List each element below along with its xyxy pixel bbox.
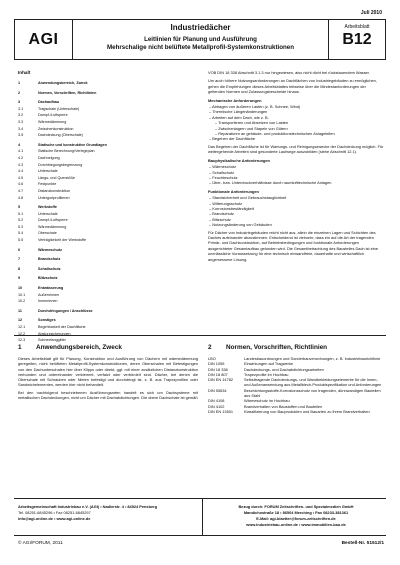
toc-number: 6 bbox=[18, 247, 21, 252]
toc-row bbox=[18, 230, 198, 237]
norm-description: Beschichtungsstoffe-Korrosionsschutz von tragenden, dünnwandigen Bauteilen aus Stahl bbox=[244, 387, 381, 399]
toc-row bbox=[18, 188, 198, 195]
toc-row bbox=[18, 181, 198, 188]
toc-row bbox=[18, 195, 198, 202]
publisher-phone: Tel. 08251-6845296 • Fax 08251-6845297 bbox=[18, 510, 91, 515]
distributor-web-link[interactable]: www.industriebau-online.de • www.immobilien-bau.de bbox=[246, 522, 346, 527]
norm-id: DIN 18 807 bbox=[208, 371, 228, 377]
list-item: – Transportieren und Absetzen von Lasten bbox=[215, 120, 289, 126]
toc-number: 3.3 bbox=[18, 119, 24, 124]
section-2 bbox=[208, 344, 384, 414]
toc-number: 4.3 bbox=[18, 162, 24, 167]
subheading: Mechanische Anforderungen bbox=[208, 97, 262, 103]
toc-label: Verträglichkeit der Werkstoffe bbox=[38, 238, 87, 243]
paragraph: Bei den nachfolgend beschriebenen Ausführungsarten handelt es sich um Dachsysteme mit metallischen Dachdeckungen, nicht um Dächer mit Dachabdichtungen. Die obere Dachschale ist gemäß bbox=[18, 389, 198, 401]
toc-row bbox=[18, 132, 198, 139]
toc-row bbox=[18, 148, 198, 155]
toc-row bbox=[18, 224, 198, 231]
distributor-name: Bezug durch: FORUM Zeitschriften- und Spezialmedien GmbH bbox=[238, 504, 354, 509]
toc-label: Dampf-/Luftsperre bbox=[38, 218, 68, 223]
toc-label: Begehbarkeit der Dachfläche bbox=[38, 325, 86, 329]
toc-number: 10 bbox=[18, 286, 23, 291]
toc-number: 3 bbox=[18, 100, 21, 105]
sheet-label: Arbeitsblatt bbox=[344, 24, 370, 30]
toc-number: 9 bbox=[18, 276, 21, 281]
toc-label: Durchbiegungsbegrenzung bbox=[38, 162, 83, 167]
section-number: 2 bbox=[208, 344, 212, 351]
list-item: – Begehen der Dachfläche bbox=[209, 136, 256, 142]
upper-section bbox=[14, 62, 386, 343]
list-item: – Witterungsschutz bbox=[209, 200, 243, 206]
toc-number: 4.8 bbox=[18, 195, 24, 200]
toc-row bbox=[18, 292, 198, 299]
distributor-email-link[interactable]: E-Mail: agi-blaetter@forum-zeitschriften.de bbox=[256, 516, 336, 521]
document-title: Industriedächer bbox=[170, 23, 231, 32]
section-1-body bbox=[18, 356, 198, 400]
toc-label: Wärmeschutz bbox=[38, 247, 62, 252]
toc-label: Wärmedämmung bbox=[38, 119, 67, 124]
toc-label: Normen, Vorschriften, Richtlinien bbox=[38, 90, 97, 95]
toc-row bbox=[18, 275, 198, 282]
toc-label: Festpunkte bbox=[38, 182, 57, 187]
toc-number: 3.4 bbox=[18, 126, 24, 131]
table-of-contents bbox=[18, 70, 198, 344]
list-item: – Korrosionsbeständigkeit bbox=[209, 205, 254, 211]
list-item: – Abtragen von äußeren Lasten (z. B. Schnee, Wind) bbox=[209, 104, 301, 110]
paragraph: Das Begehen der Dachfläche ist für Wartungs- und Reinigungszwecke der Dachdeckung möglich. Für weitergehende Arbeiten sind gesonderte Laufwege auszubilden (siehe Abschnitt 12.1). bbox=[208, 143, 384, 155]
toc-label: Innenrinnen bbox=[38, 299, 58, 304]
toc-row bbox=[18, 142, 198, 149]
toc-number: 4.7 bbox=[18, 188, 24, 193]
toc-label: Zwischenkonstruktion bbox=[38, 126, 74, 131]
toc-number: 3.1 bbox=[18, 106, 24, 111]
toc-row bbox=[18, 266, 198, 273]
norm-row bbox=[208, 377, 384, 388]
toc-row bbox=[18, 106, 198, 113]
list-item: – Nutzungsänderung von Gebäuden bbox=[209, 222, 272, 228]
norm-row bbox=[208, 388, 384, 399]
toc-number: 5 bbox=[18, 205, 21, 210]
subheading: Bauphysikalische Anforderungen bbox=[208, 157, 270, 163]
toc-label: Statische und konstruktive Grundlagen bbox=[38, 142, 107, 147]
toc-number: 3.5 bbox=[18, 133, 24, 138]
norm-id: DIN 4102 bbox=[208, 403, 225, 409]
toc-number: 1 bbox=[18, 81, 21, 85]
toc-label: Werkstoffe bbox=[38, 205, 57, 210]
order-number: Bestell-Nr. 51512/1 bbox=[341, 541, 384, 546]
list-item: – Wärmeschutz bbox=[209, 164, 237, 170]
list-item: – Feuchteschutz bbox=[209, 174, 238, 180]
toc-number: 12.2 bbox=[18, 331, 26, 336]
toc-label: Dachneigung bbox=[38, 155, 60, 160]
toc-row bbox=[18, 247, 198, 254]
toc-label: Anwendungsbereich, Zweck bbox=[38, 81, 88, 85]
lower-section bbox=[14, 335, 386, 498]
norms-list bbox=[208, 356, 384, 414]
toc-row bbox=[18, 256, 198, 263]
section-title: Anwendungsbereich, Zweck bbox=[36, 344, 122, 351]
norm-id: DIN 18 338 bbox=[208, 366, 228, 372]
norm-description: Trapezprofile im Hochbau bbox=[244, 371, 289, 377]
toc-label: Unterschale bbox=[38, 211, 58, 216]
toc-label: Dampf-/Luftsperre bbox=[38, 113, 68, 118]
toc-number: 10.2 bbox=[18, 299, 26, 304]
norm-description: Klassifizierung von Bauprodukten und Bauarten zu ihrem Brandverhalten bbox=[244, 408, 370, 414]
toc-label: Blitzschutz bbox=[38, 276, 58, 281]
list-item: – Thermische Längenänderungen bbox=[209, 109, 268, 115]
toc-number: 4.6 bbox=[18, 182, 24, 187]
toc-label: Dachdeckung (Oberschale) bbox=[38, 133, 83, 138]
sheet-number: B12 bbox=[342, 31, 372, 48]
toc-number: 10.1 bbox=[18, 292, 26, 297]
toc-row bbox=[18, 119, 198, 126]
document-subtitle: Leitlinien für Planung und Ausführung bbox=[144, 36, 257, 43]
toc-row bbox=[18, 285, 198, 292]
section-2-heading bbox=[208, 344, 384, 351]
norm-description: Selbsttragende Dachdeckungs- und Wandbekleidungselemente für die Innen- und Außenanwendung aus Metallblech-Produktspezifikation und Anforderungen bbox=[244, 377, 382, 388]
agi-logo: AGI bbox=[15, 20, 73, 59]
list-item: – Über- bzw. Unterdruckverhältnisse durch raumlufttechnische Anlagen bbox=[209, 180, 332, 186]
toc-label: Wärmedämmung bbox=[38, 224, 67, 229]
header bbox=[14, 19, 386, 60]
toc-number: 5.5 bbox=[18, 238, 24, 243]
toc-label: Sonstiges bbox=[38, 318, 56, 323]
toc-label: Entwässerung bbox=[38, 286, 64, 291]
list-item: – Zwischenlagern und Stapeln von Gütern bbox=[215, 125, 288, 131]
publisher-address bbox=[18, 504, 196, 522]
footer bbox=[14, 498, 386, 536]
toc-row bbox=[18, 90, 198, 97]
requirements-column bbox=[208, 70, 384, 265]
toc-label: Unterschale bbox=[38, 169, 58, 174]
section-1-heading bbox=[18, 344, 198, 351]
toc-number: 4.2 bbox=[18, 155, 24, 160]
toc-number: 4.5 bbox=[18, 175, 24, 180]
list-item: – Reparaturen an gebäude- und produktionstechnischen Anlageteilen bbox=[215, 131, 335, 137]
toc-row bbox=[18, 168, 198, 175]
norm-id: DIN 1055 bbox=[208, 361, 225, 367]
toc-row bbox=[18, 155, 198, 162]
copyright: © AGI/FORUM, 2011 bbox=[18, 541, 63, 546]
toc-row bbox=[18, 237, 198, 244]
toc-label: Tragschale (Unterschale) bbox=[38, 106, 80, 111]
document-subtitle-2: Mehrschalige nicht belüftete Metallprofil-Systemkonstruktionen bbox=[106, 44, 295, 51]
toc-number: 5.3 bbox=[18, 224, 24, 229]
paragraph: Um auch höhere Nutzungsanforderungen an Dachflächen von Industriegebäuden zu ermöglichen, gehen die Empfehlungen dieses Arbeitsblattes teilweise über die Mindestanforderungen der geltenden Normen und Zulassungsbescheide hinaus. bbox=[208, 78, 377, 95]
toc-row bbox=[18, 80, 198, 87]
toc-label: Untergurtprofilieren bbox=[38, 195, 70, 200]
toc-list bbox=[18, 80, 198, 344]
toc-row bbox=[18, 162, 198, 169]
toc-number: 11 bbox=[18, 308, 22, 313]
norm-id: LBO bbox=[208, 356, 216, 361]
toc-number: 2 bbox=[18, 90, 21, 95]
toc-row bbox=[18, 112, 198, 119]
norm-description: Dachdeckungs- und Dachabdichtungsarbeiten bbox=[244, 366, 324, 372]
toc-row bbox=[18, 217, 198, 224]
toc-number: 5.4 bbox=[18, 231, 24, 236]
toc-number: 8 bbox=[18, 266, 21, 271]
title-box bbox=[73, 20, 329, 59]
norm-description: Einwirkungen auf Tragwerke bbox=[244, 361, 294, 367]
issue-date: Juli 2010 bbox=[360, 10, 382, 16]
toc-number: 3.2 bbox=[18, 113, 24, 118]
list-item: – Standsicherheit und Gebrauchstauglichkeit bbox=[209, 195, 287, 201]
toc-label: Durchdringungen / Anschlüsse bbox=[38, 308, 93, 313]
distributor-address-line: Mandichostraße 18 • 86504 Merching • Fax 08233-381361 bbox=[243, 510, 349, 515]
norm-id: DIN 4108 bbox=[208, 398, 225, 404]
paragraph: Für Dächer von Industriegebäuden reicht nicht aus, allein die einzelnen Lagen und Schichten des Daches aufeinander abzustimmen. Entscheidend ist vielmehr, dass ein auf die Art der tragenden Primär- und Dachkonstruktion, auf Betriebsbedingungen und funktionale Anforderungen ausgerichteter Gesamtaufbau gefunden wird. Die Gesamtbetrachtung des Baustelles Dach ist eine unerlässliche Voraussetzung für eine technisch einwandfreie, dauerhafte und wirtschaftlich angemessene Lösung. bbox=[208, 229, 378, 262]
toc-label: Außenrinnen bbox=[38, 292, 60, 297]
toc-number: 12 bbox=[18, 318, 23, 323]
subheading: Funktionale Anforderungen bbox=[208, 188, 259, 194]
section-number: 1 bbox=[18, 344, 22, 351]
toc-number: 5.1 bbox=[18, 211, 24, 216]
toc-row bbox=[18, 298, 198, 305]
list-item: – Blitzschutz bbox=[209, 216, 231, 222]
toc-row bbox=[18, 126, 198, 133]
toc-label: Oberschale bbox=[38, 231, 57, 236]
toc-label: Statische Berechnung/Verlegeplan bbox=[38, 149, 95, 154]
toc-label: Dachaufbau bbox=[38, 100, 60, 105]
toc-label: Absturzsicherungen bbox=[38, 331, 71, 336]
norm-id: DIN EN 13501 bbox=[208, 408, 234, 414]
list-item: – Arbeiten auf dem Dach, wie z. B. bbox=[209, 114, 269, 120]
toc-label: Schallschutz bbox=[38, 266, 61, 271]
toc-number: 7 bbox=[18, 257, 21, 262]
toc-number: 12.3 bbox=[18, 338, 26, 343]
toc-label: Distanzkonstruktion bbox=[38, 188, 71, 193]
sheet-box bbox=[329, 20, 385, 59]
list-item: – Schallschutz bbox=[209, 169, 235, 175]
norm-description: Brandverhalten von Baustoffen und Bauteilen bbox=[244, 403, 323, 409]
toc-row bbox=[18, 324, 198, 331]
toc-row bbox=[18, 317, 198, 324]
toc-label: Schneefanggitter bbox=[38, 338, 66, 343]
toc-row bbox=[18, 204, 198, 211]
norm-id: DIN EN 14782 bbox=[208, 377, 234, 383]
publisher-name: Arbeitsgemeinschaft Industriebau e.V. (AGI) • Nadlerstr. 4 • 84524 Pensberg bbox=[18, 504, 158, 509]
distributor-address bbox=[208, 504, 384, 528]
norm-description: Wärmeschutz im Hochbau bbox=[244, 398, 290, 404]
section-title: Normen, Vorschriften, Richtlinien bbox=[226, 344, 328, 351]
toc-number: 5.2 bbox=[18, 218, 24, 223]
publisher-web-link[interactable]: info@agi-online.de • www.agi-online.de bbox=[18, 516, 91, 521]
toc-number: 12.1 bbox=[18, 325, 26, 329]
toc-number: 4.1 bbox=[18, 149, 24, 154]
toc-row bbox=[18, 308, 198, 315]
paragraph: Dieses Arbeitsblatt gilt für Planung, Konstruktion und Ausführung von Dächern mit wärmedämmung geregelten, nicht belüfteten Metallprofil-Systemkonstruktionen, deren Oberschalen mit Befestigungen von den Dachunterschalen hier über Klipps oder direkt, ggf. mit einer zusätzlichen Distanzkonstruktion verbunden und untereinander verklemmt, verfalzt oder verbördelt sind. Dächer, bei denen die Oberschale mit Schrauben oder Nieten befestigt und durchdringt ist, z. B. aus Trapezprofilen oder Sandwichelementen, werden hier nicht behandelt. bbox=[18, 356, 198, 388]
paragraph: VOB DIN 18 338 Abschnitt 3.1.3 nur hingewiesen, also nicht dicht bei rückstauendem Wasser. bbox=[208, 70, 370, 75]
norm-description: Landesbauordnungen und Sonderbauverordnungen, z. B. Industriebaurichtlinie bbox=[244, 356, 381, 361]
toc-heading: Inhalt bbox=[18, 70, 31, 75]
toc-row bbox=[18, 99, 198, 106]
toc-row bbox=[18, 175, 198, 182]
footer-divider bbox=[202, 499, 203, 535]
list-item: – Brandschutz bbox=[209, 211, 234, 217]
norm-id: DIN 55634 bbox=[208, 387, 227, 393]
norm-row bbox=[208, 409, 384, 414]
section-1 bbox=[18, 344, 198, 402]
toc-number: 4.4 bbox=[18, 169, 24, 174]
toc-label: Brandschutz bbox=[38, 257, 61, 262]
toc-label: Längs- und Querstöße bbox=[38, 175, 75, 180]
toc-row bbox=[18, 211, 198, 218]
toc-number: 4 bbox=[18, 142, 21, 147]
